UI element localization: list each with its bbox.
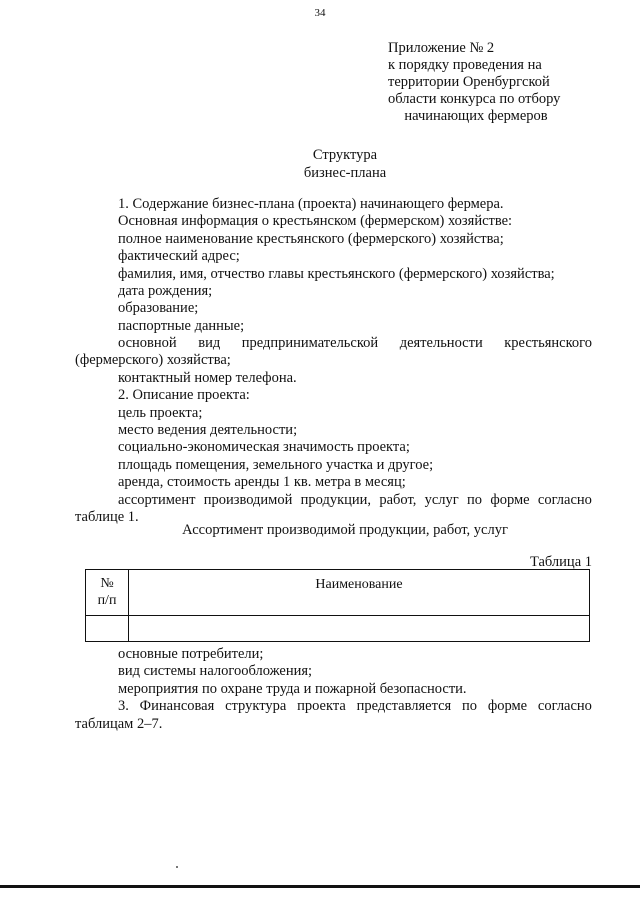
appendix-line: территории Оренбургской [388, 74, 550, 90]
paragraph-line: дата рождения; [118, 283, 213, 299]
appendix-header [388, 40, 564, 125]
word: по [467, 492, 483, 508]
paragraph-line: цель проекта; [118, 405, 203, 421]
word: продукции, [300, 492, 372, 508]
paragraph-line: место ведения деятельности; [118, 422, 298, 438]
paragraph-line: социально-экономическая значимость проекта; [118, 439, 410, 455]
paragraph-line: аренда, стоимость аренды 1 кв. метра в месяц; [118, 474, 406, 490]
table-cell [86, 616, 129, 642]
word: вид [198, 335, 221, 351]
appendix-line: к порядку проведения на [388, 57, 542, 73]
word: услуг [424, 492, 459, 508]
word: форме [490, 492, 530, 508]
word: представляется [356, 698, 452, 714]
table-cell [129, 616, 590, 642]
word: работ, [379, 492, 417, 508]
word: по [462, 698, 478, 714]
justified-line [118, 492, 592, 509]
page-number: 34 [314, 7, 326, 19]
justified-line [118, 698, 592, 715]
document-title [0, 146, 640, 182]
section-heading: 2. Описание проекта: [118, 387, 250, 403]
paragraph-line: фамилия, имя, отчество главы крестьянского (фермерского) хозяйства; [118, 266, 555, 282]
paragraph-line: основные потребители; [118, 646, 264, 662]
justified-line [118, 335, 592, 352]
paragraph-line: таблице 1. [75, 509, 139, 525]
word: основной [118, 335, 177, 351]
table-header-row [86, 570, 590, 616]
paragraph-line: мероприятия по охране труда и пожарной безопасности. [118, 681, 467, 697]
paragraph-line: Основная информация о крестьянском (фермерском) хозяйстве: [118, 213, 513, 229]
paragraph-line: полное наименование крестьянского (фермерского) хозяйства; [118, 231, 504, 247]
word: ассортимент [118, 492, 196, 508]
paragraph-line: фактический адрес; [118, 248, 240, 264]
word: деятельности [399, 335, 483, 351]
paragraph-line: вид системы налогообложения; [118, 663, 313, 679]
title-line: Структура [312, 147, 378, 163]
column-header-name: Наименование [129, 570, 590, 616]
word: проекта [297, 698, 346, 714]
paragraph-line: таблицам 2–7. [75, 716, 163, 732]
paragraph-line: образование; [118, 300, 199, 316]
word: Финансовая [139, 698, 215, 714]
word: структура [225, 698, 287, 714]
word: 3. [118, 698, 129, 714]
table-label: Таблица 1 [529, 554, 592, 570]
word: согласно [537, 698, 592, 714]
appendix-title: Приложение № 2 [388, 40, 495, 56]
section-heading: 1. Содержание бизнес-плана (проекта) начинающего фермера. [118, 196, 504, 212]
column-header-text: № [100, 576, 114, 591]
scan-speck [176, 866, 178, 868]
column-header-number [86, 570, 129, 616]
title-line: бизнес-плана [303, 165, 387, 181]
word: производимой [203, 492, 293, 508]
word: крестьянского [504, 335, 592, 351]
table-row [86, 616, 590, 642]
scan-border-line [0, 885, 640, 888]
paragraph-line: площадь помещения, земельного участка и другое; [118, 457, 434, 473]
table-caption: Ассортимент производимой продукции, работ, услуг [182, 522, 508, 538]
appendix-line: начинающих фермеров [404, 108, 548, 124]
paragraph-line: паспортные данные; [118, 318, 245, 334]
column-header-text: п/п [97, 593, 117, 608]
word: предпринимательской [241, 335, 379, 351]
paragraph-line: контактный номер телефона. [118, 370, 297, 386]
table-1 [85, 569, 590, 642]
appendix-line: области конкурса по отбору [388, 91, 561, 107]
word: согласно [537, 492, 592, 508]
paragraph-line: (фермерского) хозяйства; [75, 352, 231, 368]
word: форме [487, 698, 528, 714]
